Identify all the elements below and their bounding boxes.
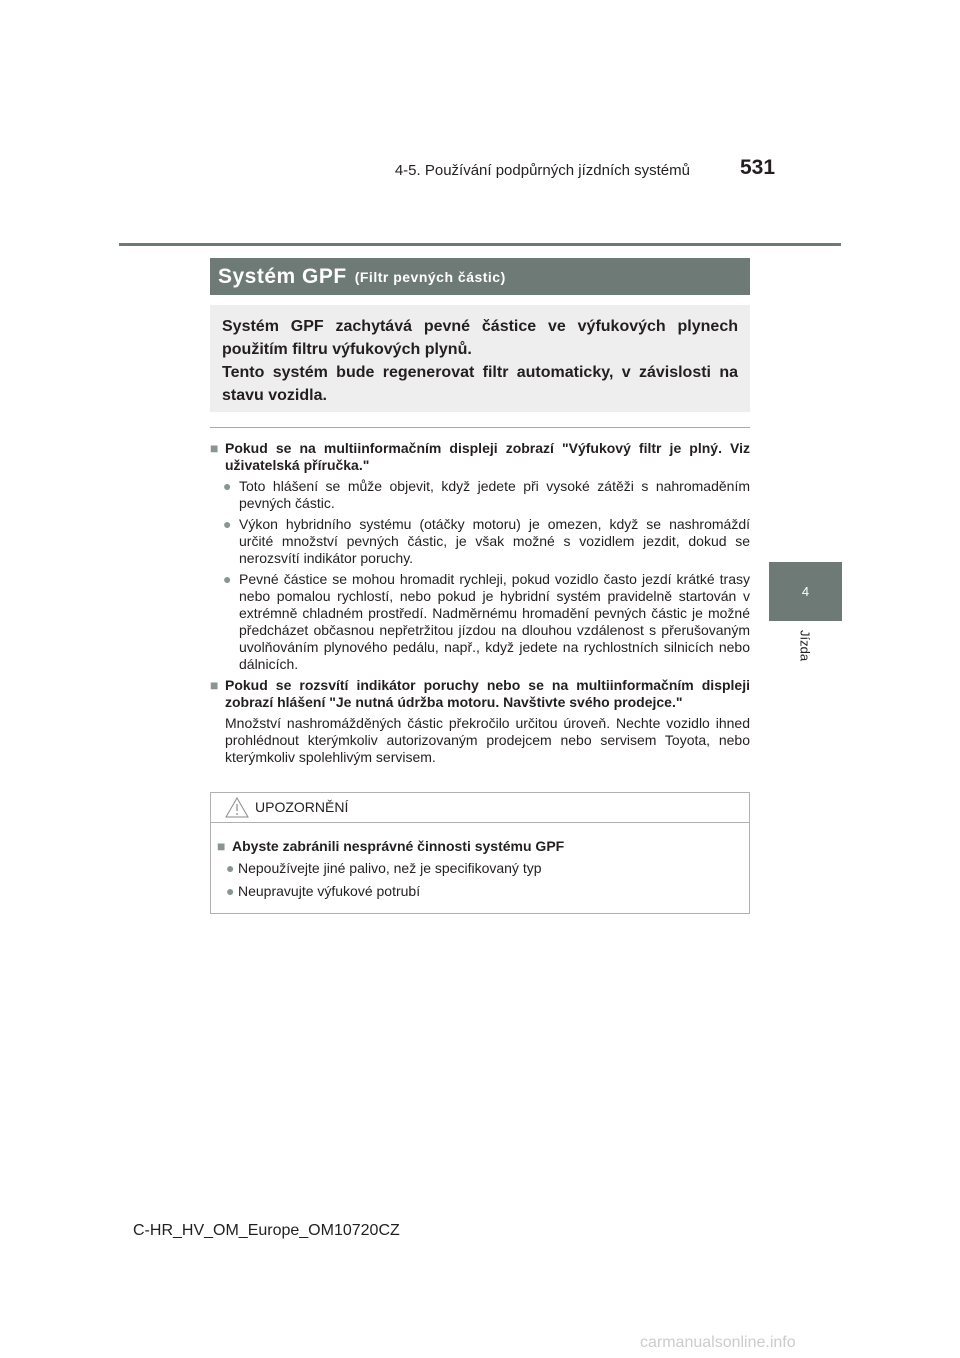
chapter-tab (769, 562, 842, 621)
section-heading-2-text: Pokud se rozsvítí indikátor poruchy nebo se na multiinformačním displeji zobrazí hlášení "Je nutná údržba motoru. Navštivte svého prodejce." (225, 677, 750, 710)
warning-heading-text: Abyste zabránili nesprávné činnosti systému GPF (232, 838, 565, 854)
list-item (217, 880, 749, 902)
intro-box (210, 305, 750, 412)
list-item-text: Neupravujte výfukové potrubí (238, 883, 421, 899)
section-title-bar (210, 258, 750, 295)
list-item (210, 571, 750, 673)
list-item-text: Výkon hybridního systému (otáčky motoru) je omezen, když se nashromáždí určité množství pevných částic, je však možné s vozidlem jezdit, dokud se nerozsvítí indikátor poruchy. (239, 516, 750, 566)
warning-box (210, 792, 750, 914)
intro-line-1: Systém GPF zachytává pevné částice ve výfukových plynech použitím filtru výfukových plynů. (222, 318, 738, 358)
list-item (210, 478, 750, 512)
section-paragraph: Množství nashromážděných částic překročilo určitou úroveň. Nechte vozidlo ihned prohlédnout kterýmkoliv autorizovaným prodejcem nebo servisem Toyota, nebo kterýmkoliv spolehlivým servisem. (225, 715, 750, 765)
document-code: C-HR_HV_OM_Europe_OM10720CZ (133, 1222, 400, 1239)
watermark: carmanualsonline.info (640, 1334, 796, 1351)
content-body (210, 440, 750, 766)
round-bullet-icon: ● (226, 860, 235, 876)
round-bullet-icon: ● (226, 883, 235, 899)
square-bullet-icon: ■ (210, 440, 219, 456)
warning-header (211, 793, 749, 823)
chapter-number: 4 (801, 584, 810, 599)
chapter-label: Jízda (797, 630, 813, 662)
running-header: 4-5. Používání podpůrných jízdních systémů (394, 162, 690, 179)
square-bullet-icon: ■ (217, 838, 226, 854)
header-rule (119, 243, 841, 246)
section-title: Systém GPF (218, 264, 347, 288)
warning-heading (217, 835, 749, 857)
round-bullet-icon: ● (223, 478, 232, 494)
section-subtitle: (Filtr pevných částic) (354, 268, 506, 285)
list-item-text: Toto hlášení se může objevit, když jedete při vysoké zátěži s nahromaděním pevných částic. (239, 478, 750, 511)
separator-rule (210, 427, 750, 428)
warning-body (211, 823, 749, 902)
page-number: 531 (740, 156, 776, 179)
section-heading-1 (210, 440, 750, 474)
intro-line-2: Tento systém bude regenerovat filtr automaticky, v závislosti na stavu vozidla. (222, 364, 738, 404)
list-item-text: Nepoužívejte jiné palivo, než je specifikovaný typ (238, 860, 542, 876)
warning-triangle-icon (225, 797, 249, 821)
list-item (210, 516, 750, 567)
section-heading-2 (210, 677, 750, 711)
round-bullet-icon: ● (223, 571, 232, 587)
round-bullet-icon: ● (223, 516, 232, 532)
list-item (217, 857, 749, 879)
square-bullet-icon: ■ (210, 677, 219, 693)
section-heading-1-text: Pokud se na multiinformačním displeji zobrazí "Výfukový filtr je plný. Viz uživatelská příručka." (225, 440, 750, 473)
list-item-text: Pevné částice se mohou hromadit rychleji, pokud vozidlo často jezdí krátké trasy nebo pomalou rychlostí, nebo pokud je hybridní systém pravidelně startován v extrémně chladném prostředí. Nadměrnému hromadění pevných částic je možné předcházet občasnou nepřetržitou jízdou na dlouhou vzdálenost s přerušovaným uvolňováním plynového pedálu, např., když jedete na rychlostních silnicích nebo dálnicích. (239, 571, 750, 672)
warning-title: UPOZORNĚNÍ (255, 799, 349, 815)
